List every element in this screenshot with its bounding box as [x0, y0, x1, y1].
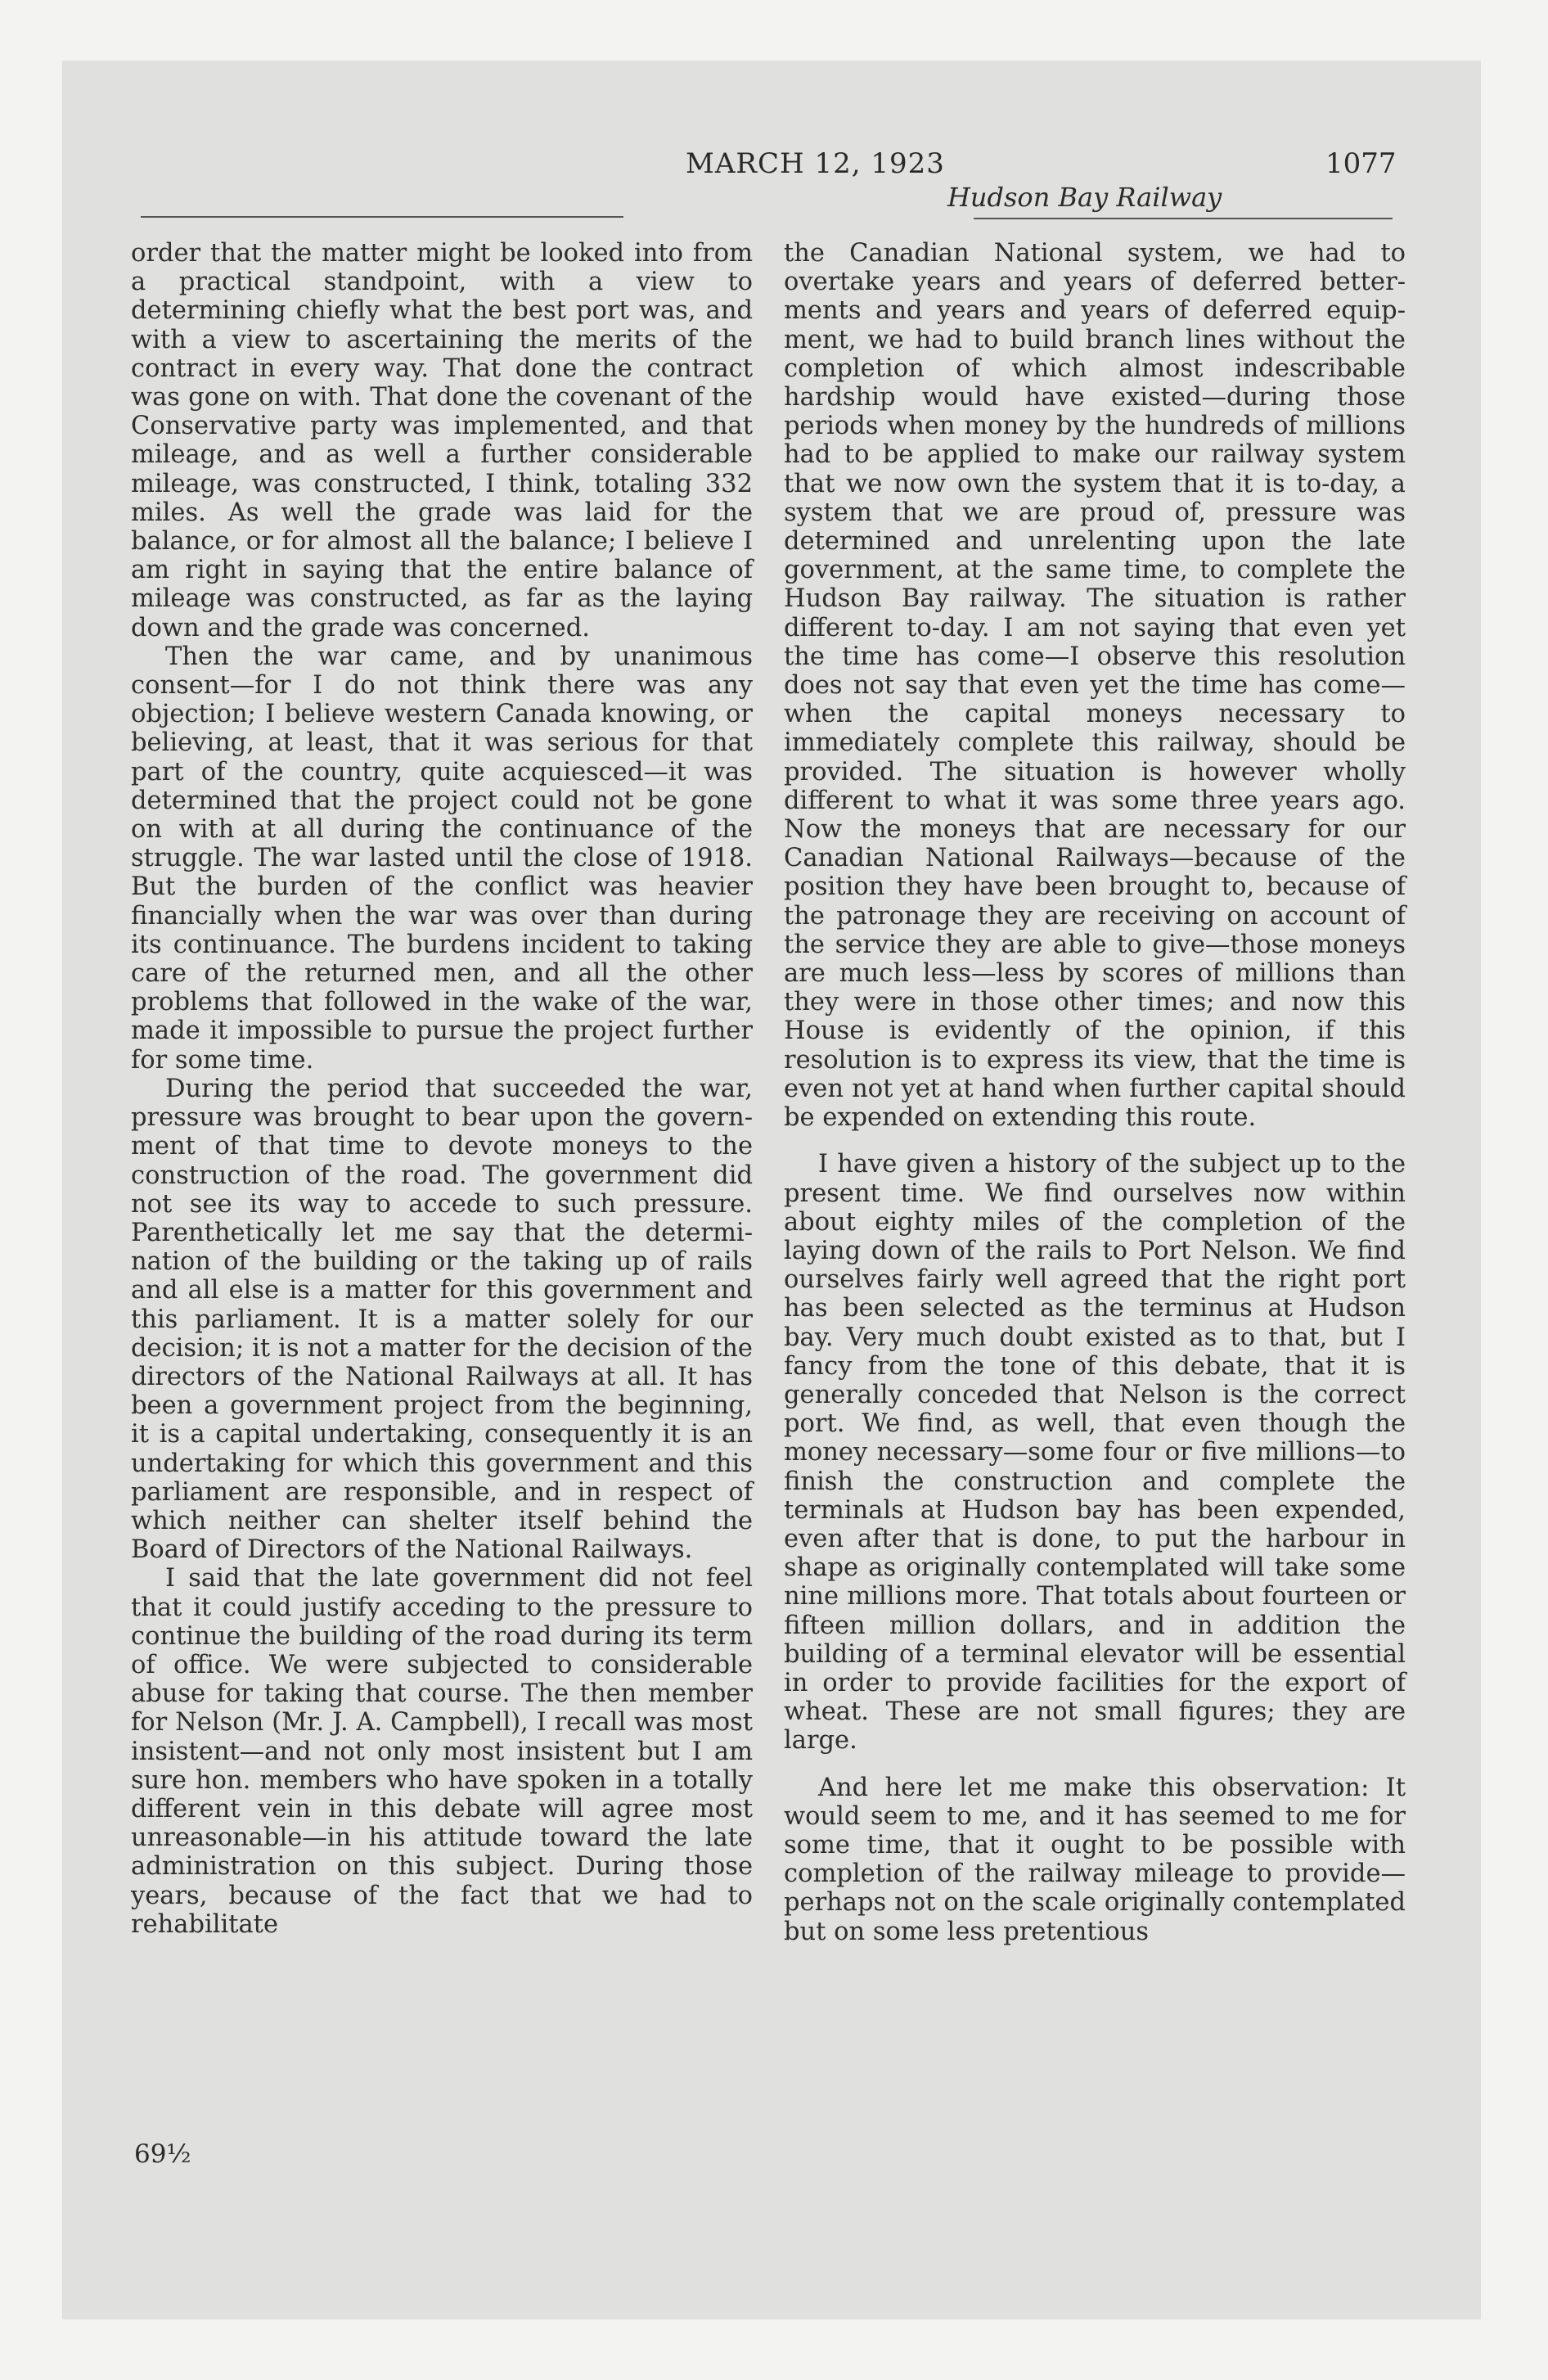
right-column	[784, 239, 1406, 1946]
header-date: MARCH 12, 1923	[686, 147, 945, 180]
paragraph: I have given a history of the subject up to the present time. We find ourselves now within about eighty miles of the completion of the laying down of the rails to Port Nelson. We find ourselves fairly well agreed that the right port has been selected as the terminus at Hudson bay. Very much doubt existed as to that, but I fancy from the tone of this debate, that it is generally conceded that Nelson is the correct port. We find, as well, that even though the money necessary—some four or five millions—to finish the construction and complete the terminals at Hudson bay has been expended, even after that is done, to put the harbour in shape as originally contemplated will take some nine millions more. That totals about fourteen or fifteen million dollars, and in addition the building of a terminal elevator will be essential in order to provide facilities for the export of wheat. These are not small figures; they are large.	[784, 1150, 1406, 1756]
left-column	[131, 239, 753, 1939]
paragraph: the Canadian National system, we had to overtake years and years of deferred betterments and years and years of deferred equipment, we had to build branch lines without the completion of which almost indescribable hardship would have existed—during those periods when money by the hundreds of millions had to be applied to make our railway system that we now own the system that it is to-day, a system that we are proud of, pressure was determined and unrelenting upon the late government, at the same time, to complete the Hudson Bay railway. The situation is rather different to-day. I am not saying that even yet the time has come—I observe this resolution does not say that even yet the time has come—when the capital moneys necessary to immediately complete this railway, should be provided. The situation is however wholly different to what it was some three years ago. Now the moneys that are necessary for our Canadian National Railways—because of the position they have been brought to, because of the patronage they are receiving on account of the service they are able to give—those moneys are much less—less by scores of millions than they were in those other times; and now this House is evidently of the opinion, if this resolution is to express its view, that the time is even not yet at hand when further capital should be expended on extending this route.	[784, 239, 1406, 1133]
paragraph: order that the matter might be looked into from a practical standpoint, with a view to determining chiefly what the best port was, and with a view to ascertaining the merits of the contract in every way. That done the contract was gone on with. That done the covenant of the Conservative party was implemented, and that mileage, and as well a further considerable mileage, was constructed, I think, totaling 332 miles. As well the grade was laid for the balance, or for almost all the balance; I believe I am right in saying that the entire balance of mileage was constructed, as far as the laying down and the grade was concerned.	[131, 239, 753, 642]
paragraph: I said that the late government did not feel that it could justify acceding to the pressure to continue the building of the road during its term of office. We were subjected to considerable abuse for taking that course. The then member for Nelson (Mr. J. A. Campbell), I recall was most insistent—and not only most insistent but I am sure hon. members who have spoken in a totally different vein in this debate will agree most unreasonable—in his attitude toward the late administration on this subject. During those years, because of the fact that we had to rehabilitate	[131, 1564, 753, 1939]
paragraph: During the period that succeeded the war, pressure was brought to bear upon the government of that time to devote moneys to the construction of the road. The government did not see its way to accede to such pressure. Parenthetically let me say that the determination of the building or the taking up of rails and all else is a matter for this government and this parliament. It is a matter solely for our decision; it is not a matter for the decision of the directors of the National Railways at all. It has been a government project from the beginning, it is a capital undertaking, consequently it is an undertaking for which this government and this parliament are responsible, and in respect of which neither can shelter itself behind the Board of Directors of the National Railways.	[131, 1074, 753, 1565]
running-head: Hudson Bay Railway	[947, 182, 1222, 213]
folio-mark: 69½	[134, 2139, 191, 2169]
header-rule-left	[141, 216, 623, 218]
page-number: 1077	[1325, 147, 1397, 180]
header-rule-right	[974, 218, 1393, 219]
paragraph: Then the war came, and by unanimous consent—for I do not think there was any objection; I believe western Canada knowing, or believing, at least, that it was serious for that part of the country, quite acquiesced—it was determined that the project could not be gone on with at all during the continuance of the struggle. The war lasted until the close of 1918. But the burden of the conflict was heavier financially when the war was over than during its continuance. The burdens incident to taking care of the returned men, and all the other problems that followed in the wake of the war, made it impossible to pursue the project further for some time.	[131, 642, 753, 1075]
paragraph: And here let me make this observation: It would seem to me, and it has seemed to me for some time, that it ought to be possible with completion of the railway mileage to provide—perhaps not on the scale originally contemplated but on some less pretentious	[784, 1773, 1406, 1946]
